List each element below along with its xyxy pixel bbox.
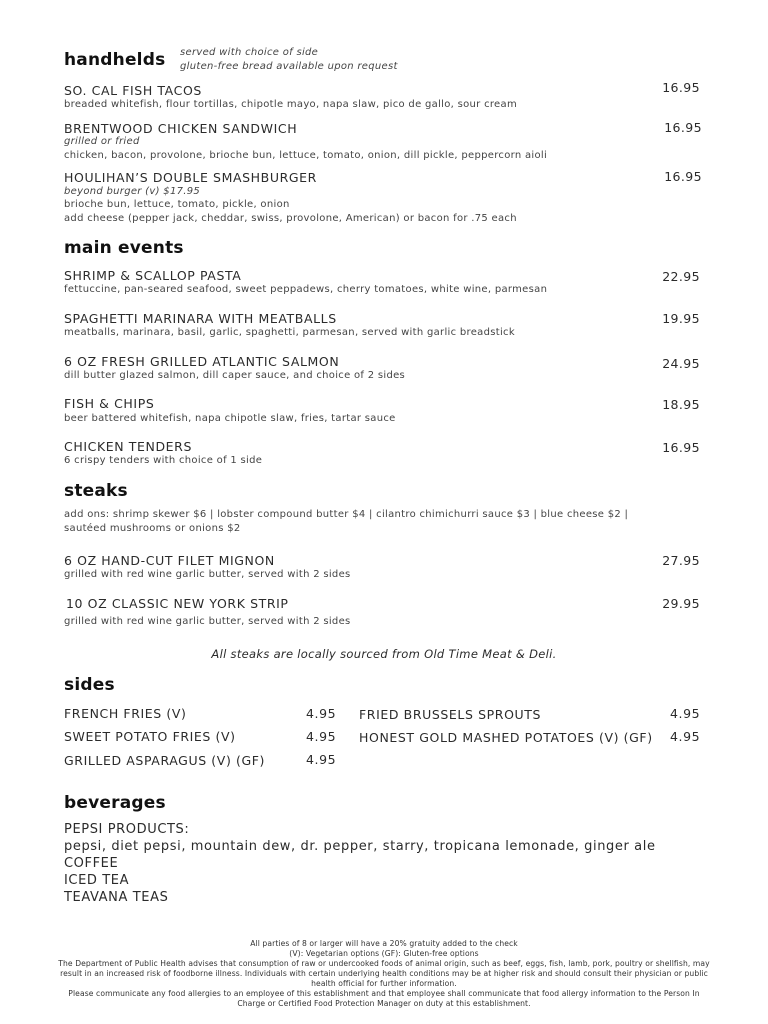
beverage-line: pepsi, diet pepsi, mountain dew, dr. pepper, starry, tropicana lemonade, ginger ale (64, 839, 656, 854)
menu-item-name: 6 OZ HAND-CUT FILET MIGNON (64, 553, 275, 568)
side-item-price: 4.95 (670, 729, 701, 744)
menu-item-sub: beyond burger (v) $17.95 (64, 186, 201, 197)
section-title-handhelds: handhelds (64, 50, 166, 70)
handhelds-note-gf: gluten-free bread available upon request (180, 61, 398, 72)
menu-item-desc: dill butter glazed salmon, dill caper sauce, and choice of 2 sides (64, 370, 406, 381)
menu-item-name: SHRIMP & SCALLOP PASTA (64, 268, 242, 283)
footer-allergy-notice: Please communicate any food allergies to an employee of this establishment and that employee shall communicate that food allergy information to the Person In (68, 989, 700, 998)
menu-item-name: FISH & CHIPS (64, 396, 155, 411)
menu-item-desc: beer battered whitefish, napa chipotle slaw, fries, tartar sauce (64, 413, 396, 424)
steaks-addons-cont: sautéed mushrooms or onions $2 (64, 523, 241, 534)
side-item-price: 4.95 (306, 752, 337, 767)
menu-item-name: CHICKEN TENDERS (64, 439, 192, 454)
section-title-beverages: beverages (64, 793, 166, 813)
menu-item-desc: grilled with red wine garlic butter, served with 2 sides (64, 616, 351, 627)
side-item-price: 4.95 (670, 706, 701, 721)
section-title-sides: sides (64, 675, 115, 695)
menu-item-price: 24.95 (662, 356, 700, 371)
steaks-sourcing-note: All steaks are locally sourced from Old Time Meat & Deli. (211, 647, 557, 661)
menu-item-name: HOULIHAN’S DOUBLE SMASHBURGER (64, 170, 317, 185)
menu-item-desc: chicken, bacon, provolone, brioche bun, lettuce, tomato, onion, dill pickle, peppercorn aioli (64, 150, 548, 161)
footer-legend: (V): Vegetarian options (GF): Gluten-free options (289, 949, 479, 958)
menu-item-price: 16.95 (662, 80, 700, 95)
menu-item-sub: grilled or fried (64, 136, 140, 147)
menu-item-desc: fettuccine, pan-seared seafood, sweet peppadews, cherry tomatoes, white wine, parmesan (64, 284, 548, 295)
side-item-price: 4.95 (306, 729, 337, 744)
side-item-name: HONEST GOLD MASHED POTATOES (V) (GF) (359, 730, 653, 745)
footer-health-advisory: The Department of Public Health advises that consumption of raw or undercooked foods of animal origin, such as beef, eggs, fish, lamb, pork, poultry or shellfish, may (58, 959, 710, 968)
side-item-name: GRILLED ASPARAGUS (V) (GF) (64, 753, 266, 768)
footer-allergy-notice: Charge or Certified Food Protection Manager on duty at this establishment. (237, 999, 531, 1008)
menu-item-name: 10 OZ CLASSIC NEW YORK STRIP (66, 596, 289, 611)
menu-item-price: 27.95 (662, 553, 700, 568)
beverage-line: PEPSI PRODUCTS: (64, 822, 190, 837)
side-item-name: FRIED BRUSSELS SPROUTS (359, 707, 542, 722)
beverage-line: TEAVANA TEAS (64, 890, 169, 905)
menu-item-name: BRENTWOOD CHICKEN SANDWICH (64, 121, 298, 136)
menu-item-price: 18.95 (662, 397, 700, 412)
footer-health-advisory: result in an increased risk of foodborne illness. Individuals with certain underlying health conditions may be at higher risk and should consult their physician or public (60, 969, 708, 978)
menu-item-name: SO. CAL FISH TACOS (64, 83, 202, 98)
menu-item-desc: brioche bun, lettuce, tomato, pickle, onion (64, 199, 290, 210)
side-item-price: 4.95 (306, 706, 337, 721)
side-item-name: SWEET POTATO FRIES (V) (64, 729, 236, 744)
side-item-name: FRENCH FRIES (V) (64, 706, 187, 721)
handhelds-note-side: served with choice of side (180, 47, 319, 58)
menu-item-name: SPAGHETTI MARINARA WITH MEATBALLS (64, 311, 337, 326)
section-title-main-events: main events (64, 238, 184, 258)
menu-item-price: 16.95 (662, 440, 700, 455)
menu-item-desc: 6 crispy tenders with choice of 1 side (64, 455, 263, 466)
menu-item-price: 22.95 (662, 269, 700, 284)
menu-item-name: 6 OZ FRESH GRILLED ATLANTIC SALMON (64, 354, 340, 369)
menu-item-desc-addon: add cheese (pepper jack, cheddar, swiss, provolone, American) or bacon for .75 each (64, 213, 517, 224)
section-title-steaks: steaks (64, 481, 128, 501)
beverage-line: ICED TEA (64, 873, 130, 888)
menu-item-desc: grilled with red wine garlic butter, served with 2 sides (64, 569, 351, 580)
beverage-line: COFFEE (64, 856, 119, 871)
menu-item-desc: breaded whitefish, flour tortillas, chipotle mayo, napa slaw, pico de gallo, sour cream (64, 99, 517, 110)
footer-health-advisory: health official for further information. (311, 979, 457, 988)
menu-item-price: 29.95 (662, 596, 700, 611)
menu-item-desc: meatballs, marinara, basil, garlic, spaghetti, parmesan, served with garlic breadstick (64, 327, 515, 338)
menu-item-price: 16.95 (664, 120, 702, 135)
menu-item-price: 16.95 (664, 169, 702, 184)
menu-item-price: 19.95 (662, 311, 700, 326)
steaks-addons: add ons: shrimp skewer $6 | lobster compound butter $4 | cilantro chimichurri sauce $3 | blue cheese $2 | (64, 509, 629, 520)
footer-gratuity: All parties of 8 or larger will have a 20% gratuity added to the check (250, 939, 518, 948)
